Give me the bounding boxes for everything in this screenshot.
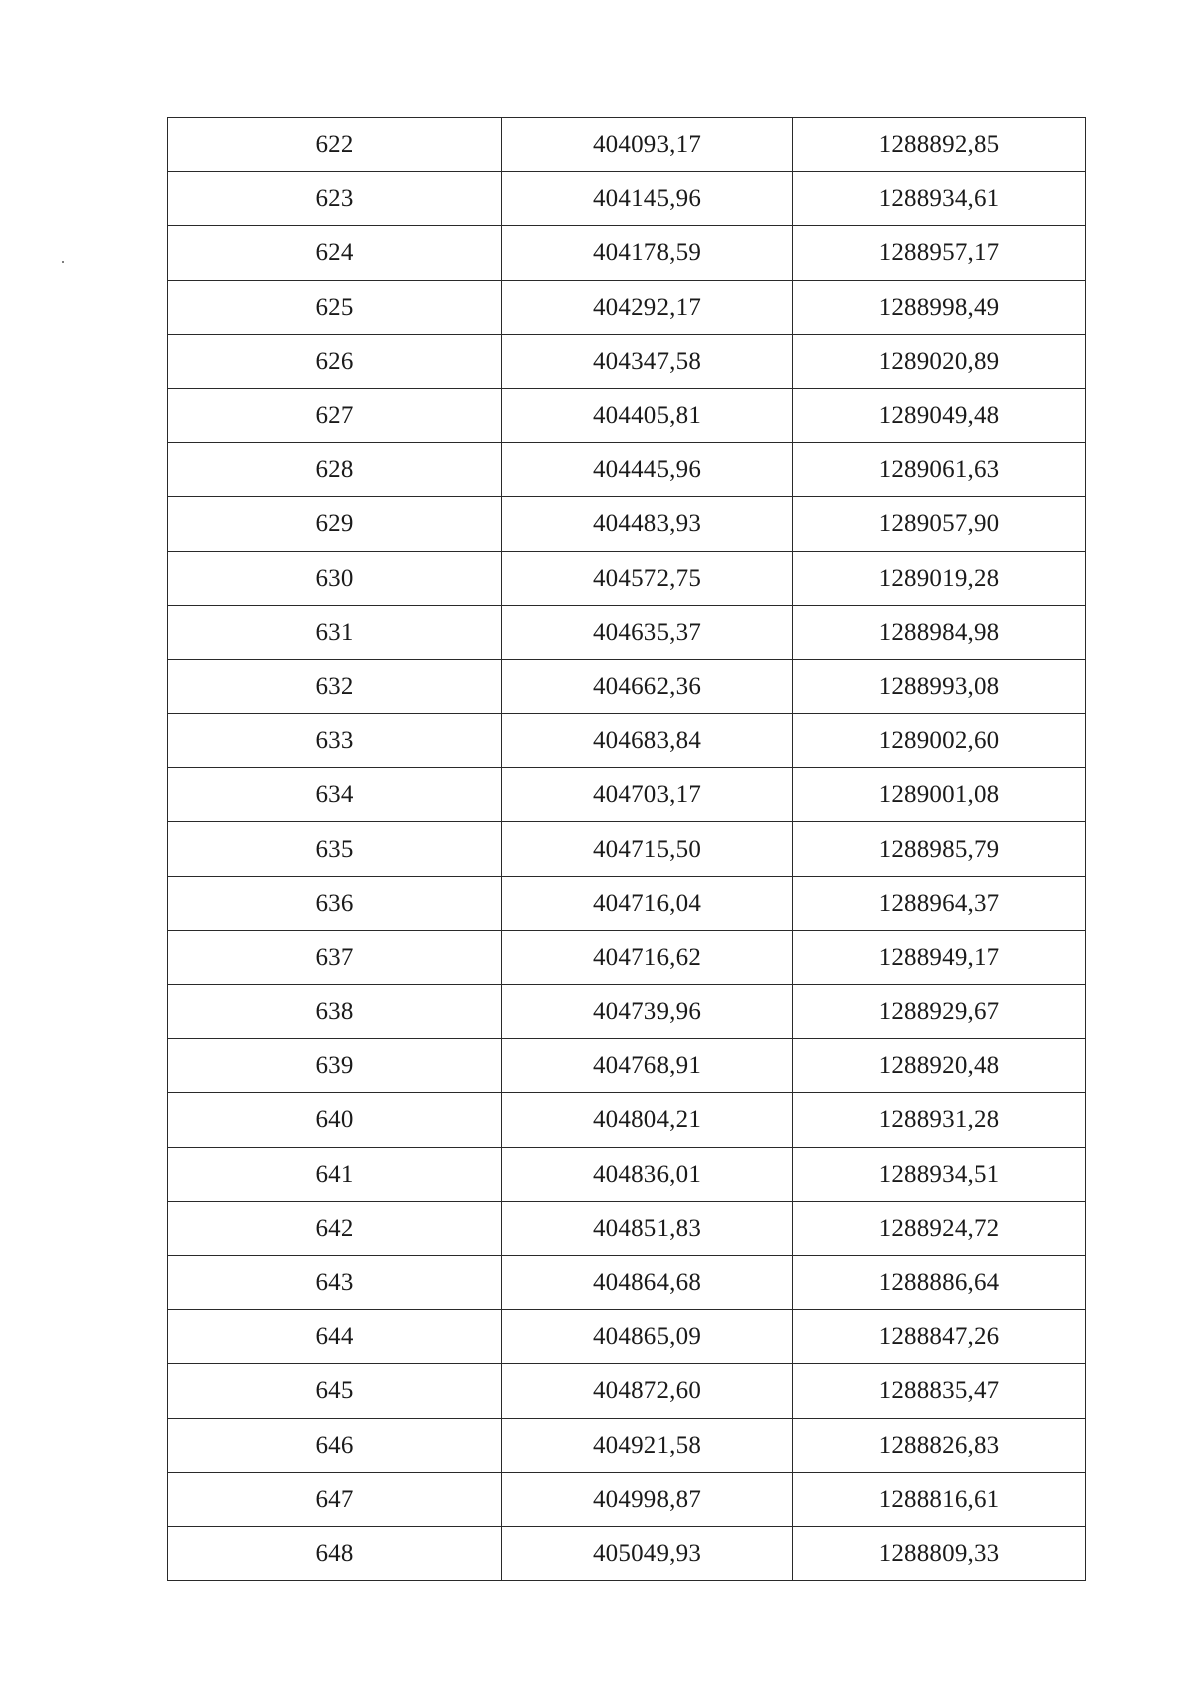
y-coordinate-cell: 1288934,61: [793, 172, 1086, 226]
table-row: [168, 985, 1086, 1039]
x-coordinate-cell: 404483,93: [502, 497, 793, 551]
x-coordinate-cell: 404347,58: [502, 334, 793, 388]
table-row: [168, 768, 1086, 822]
table-row: [168, 605, 1086, 659]
point-number-cell: 635: [168, 822, 502, 876]
x-coordinate-cell: 404921,58: [502, 1418, 793, 1472]
table-row: [168, 226, 1086, 280]
point-number-cell: 636: [168, 876, 502, 930]
x-coordinate-cell: 404865,09: [502, 1310, 793, 1364]
point-number-cell: 622: [168, 118, 502, 172]
table-row: [168, 714, 1086, 768]
point-number-cell: 645: [168, 1364, 502, 1418]
y-coordinate-cell: 1288929,67: [793, 985, 1086, 1039]
x-coordinate-cell: 404662,36: [502, 659, 793, 713]
point-number-cell: 643: [168, 1255, 502, 1309]
x-coordinate-cell: 404635,37: [502, 605, 793, 659]
point-number-cell: 644: [168, 1310, 502, 1364]
point-number-cell: 624: [168, 226, 502, 280]
x-coordinate-cell: 404804,21: [502, 1093, 793, 1147]
table-row: [168, 1147, 1086, 1201]
point-number-cell: 640: [168, 1093, 502, 1147]
point-number-cell: 646: [168, 1418, 502, 1472]
y-coordinate-cell: 1289002,60: [793, 714, 1086, 768]
table-row: [168, 334, 1086, 388]
table-row: [168, 822, 1086, 876]
x-coordinate-cell: 405049,93: [502, 1526, 793, 1580]
x-coordinate-cell: 404703,17: [502, 768, 793, 822]
y-coordinate-cell: 1288934,51: [793, 1147, 1086, 1201]
x-coordinate-cell: 404145,96: [502, 172, 793, 226]
table-row: [168, 497, 1086, 551]
x-coordinate-cell: 404683,84: [502, 714, 793, 768]
x-coordinate-cell: 404572,75: [502, 551, 793, 605]
point-number-cell: 633: [168, 714, 502, 768]
coordinates-table: [167, 117, 1086, 1581]
point-number-cell: 623: [168, 172, 502, 226]
x-coordinate-cell: 404768,91: [502, 1039, 793, 1093]
y-coordinate-cell: 1288826,83: [793, 1418, 1086, 1472]
y-coordinate-cell: 1289019,28: [793, 551, 1086, 605]
point-number-cell: 647: [168, 1472, 502, 1526]
x-coordinate-cell: 404715,50: [502, 822, 793, 876]
point-number-cell: 625: [168, 280, 502, 334]
y-coordinate-cell: 1288924,72: [793, 1201, 1086, 1255]
table-row: [168, 876, 1086, 930]
y-coordinate-cell: 1288957,17: [793, 226, 1086, 280]
y-coordinate-cell: 1288931,28: [793, 1093, 1086, 1147]
x-coordinate-cell: 404998,87: [502, 1472, 793, 1526]
y-coordinate-cell: 1288964,37: [793, 876, 1086, 930]
point-number-cell: 631: [168, 605, 502, 659]
table-row: [168, 1039, 1086, 1093]
x-coordinate-cell: 404864,68: [502, 1255, 793, 1309]
table-row: [168, 1472, 1086, 1526]
y-coordinate-cell: 1288886,64: [793, 1255, 1086, 1309]
point-number-cell: 630: [168, 551, 502, 605]
table-row: [168, 388, 1086, 442]
table-row: [168, 1364, 1086, 1418]
x-coordinate-cell: 404093,17: [502, 118, 793, 172]
y-coordinate-cell: 1288809,33: [793, 1526, 1086, 1580]
point-number-cell: 641: [168, 1147, 502, 1201]
table-row: [168, 280, 1086, 334]
x-coordinate-cell: 404178,59: [502, 226, 793, 280]
y-coordinate-cell: 1288985,79: [793, 822, 1086, 876]
y-coordinate-cell: 1288984,98: [793, 605, 1086, 659]
y-coordinate-cell: 1288847,26: [793, 1310, 1086, 1364]
table-row: [168, 930, 1086, 984]
y-coordinate-cell: 1288816,61: [793, 1472, 1086, 1526]
table-row: [168, 1310, 1086, 1364]
scan-speck: [62, 261, 64, 263]
y-coordinate-cell: 1289020,89: [793, 334, 1086, 388]
table-row: [168, 1526, 1086, 1580]
coordinates-table-body: [168, 118, 1086, 1581]
table-row: [168, 1093, 1086, 1147]
point-number-cell: 634: [168, 768, 502, 822]
y-coordinate-cell: 1289049,48: [793, 388, 1086, 442]
table-row: [168, 118, 1086, 172]
x-coordinate-cell: 404405,81: [502, 388, 793, 442]
point-number-cell: 638: [168, 985, 502, 1039]
point-number-cell: 628: [168, 443, 502, 497]
point-number-cell: 629: [168, 497, 502, 551]
y-coordinate-cell: 1289057,90: [793, 497, 1086, 551]
y-coordinate-cell: 1289001,08: [793, 768, 1086, 822]
point-number-cell: 642: [168, 1201, 502, 1255]
point-number-cell: 626: [168, 334, 502, 388]
table-row: [168, 172, 1086, 226]
x-coordinate-cell: 404716,04: [502, 876, 793, 930]
table-row: [168, 551, 1086, 605]
point-number-cell: 648: [168, 1526, 502, 1580]
y-coordinate-cell: 1288835,47: [793, 1364, 1086, 1418]
table-row: [168, 1418, 1086, 1472]
point-number-cell: 639: [168, 1039, 502, 1093]
x-coordinate-cell: 404739,96: [502, 985, 793, 1039]
y-coordinate-cell: 1288920,48: [793, 1039, 1086, 1093]
point-number-cell: 627: [168, 388, 502, 442]
y-coordinate-cell: 1288998,49: [793, 280, 1086, 334]
table-row: [168, 1255, 1086, 1309]
table-row: [168, 1201, 1086, 1255]
x-coordinate-cell: 404292,17: [502, 280, 793, 334]
table-row: [168, 659, 1086, 713]
x-coordinate-cell: 404872,60: [502, 1364, 793, 1418]
x-coordinate-cell: 404716,62: [502, 930, 793, 984]
point-number-cell: 632: [168, 659, 502, 713]
x-coordinate-cell: 404445,96: [502, 443, 793, 497]
x-coordinate-cell: 404836,01: [502, 1147, 793, 1201]
y-coordinate-cell: 1288892,85: [793, 118, 1086, 172]
y-coordinate-cell: 1289061,63: [793, 443, 1086, 497]
y-coordinate-cell: 1288993,08: [793, 659, 1086, 713]
y-coordinate-cell: 1288949,17: [793, 930, 1086, 984]
point-number-cell: 637: [168, 930, 502, 984]
x-coordinate-cell: 404851,83: [502, 1201, 793, 1255]
table-row: [168, 443, 1086, 497]
